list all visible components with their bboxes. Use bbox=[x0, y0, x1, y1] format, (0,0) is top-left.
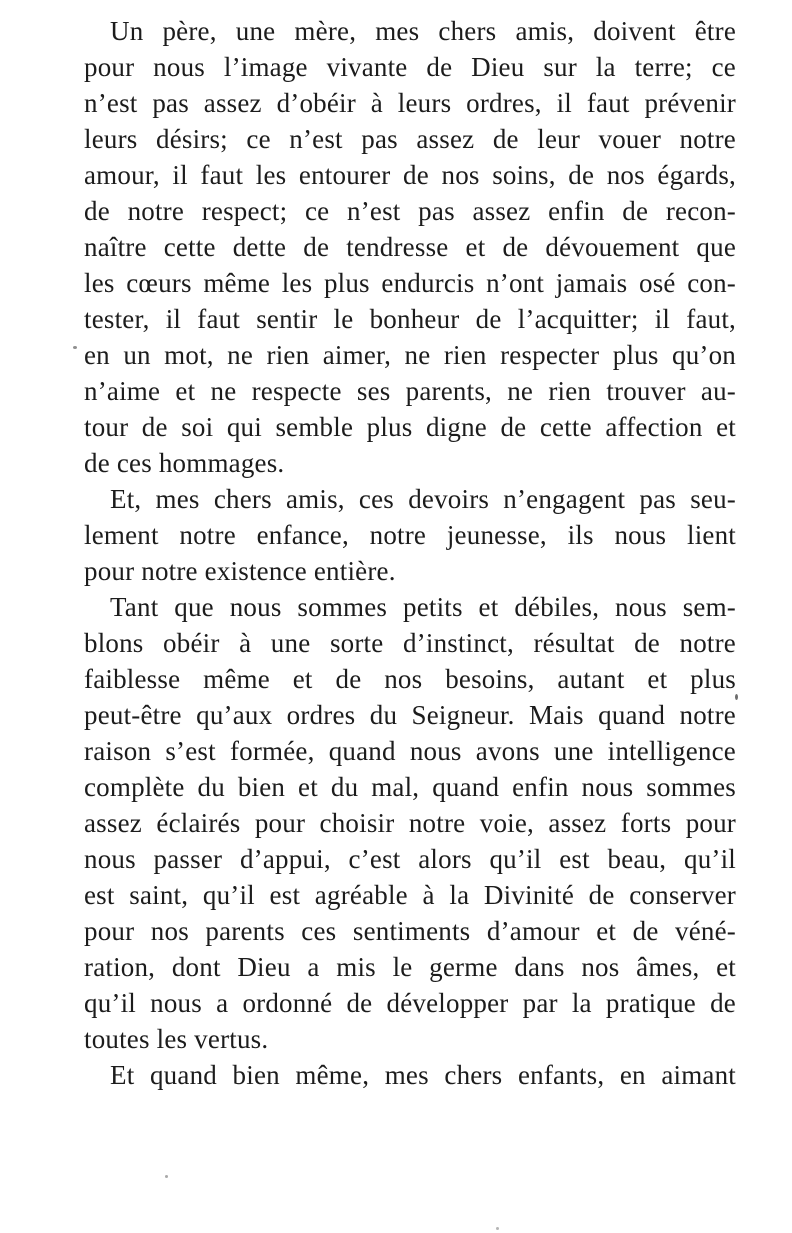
text-line: de ces hommages. bbox=[84, 448, 285, 478]
scan-speck bbox=[496, 1227, 499, 1230]
text-line: assez éclairés pour choisir notre voie, assez forts pour bbox=[84, 808, 736, 838]
text-line: Et quand bien même, mes chers enfants, en aimant bbox=[110, 1060, 736, 1090]
scan-speck bbox=[165, 1175, 168, 1178]
paragraph bbox=[84, 1057, 736, 1093]
text-line: toutes les vertus. bbox=[84, 1024, 269, 1054]
text-line: leurs désirs; ce n’est pas assez de leur vouer notre bbox=[84, 124, 736, 154]
text-line: ration, dont Dieu a mis le germe dans nos âmes, et bbox=[84, 952, 736, 982]
paragraph bbox=[84, 589, 736, 1057]
text-line: pour nos parents ces sentiments d’amour et de véné- bbox=[84, 916, 736, 946]
scan-speck bbox=[73, 346, 77, 349]
text-line: qu’il nous a ordonné de développer par la pratique de bbox=[84, 988, 736, 1018]
paragraph bbox=[84, 481, 736, 589]
text-line: nous passer d’appui, c’est alors qu’il est beau, qu’il bbox=[84, 844, 736, 874]
text-line: n’aime et ne respecte ses parents, ne rien trouver au- bbox=[84, 376, 736, 406]
text-line: n’est pas assez d’obéir à leurs ordres, il faut prévenir bbox=[84, 88, 736, 118]
text-line: Un père, une mère, mes chers amis, doivent être bbox=[110, 16, 736, 46]
scan-speck bbox=[735, 694, 738, 700]
text-line: pour nous l’image vivante de Dieu sur la terre; ce bbox=[84, 52, 736, 82]
text-line: Et, mes chers amis, ces devoirs n’engagent pas seu- bbox=[110, 484, 736, 514]
text-line: amour, il faut les entourer de nos soins, de nos égards, bbox=[84, 160, 736, 190]
text-line: en un mot, ne rien aimer, ne rien respecter plus qu’on bbox=[84, 340, 736, 370]
text-line: peut-être qu’aux ordres du Seigneur. Mais quand notre bbox=[84, 700, 736, 730]
text-line: raison s’est formée, quand nous avons une intelligence bbox=[84, 736, 736, 766]
text-line: tour de soi qui semble plus digne de cette affection et bbox=[84, 412, 736, 442]
text-line: pour notre existence entière. bbox=[84, 556, 396, 586]
text-line: naître cette dette de tendresse et de dévouement que bbox=[84, 232, 736, 262]
text-line: les cœurs même les plus endurcis n’ont jamais osé con- bbox=[84, 268, 736, 298]
text-line: lement notre enfance, notre jeunesse, ils nous lient bbox=[84, 520, 736, 550]
paragraph bbox=[84, 13, 736, 481]
text-line: complète du bien et du mal, quand enfin nous sommes bbox=[84, 772, 736, 802]
text-line: Tant que nous sommes petits et débiles, nous sem- bbox=[110, 592, 736, 622]
text-line: tester, il faut sentir le bonheur de l’acquitter; il faut, bbox=[84, 304, 736, 334]
text-line: de notre respect; ce n’est pas assez enfin de recon- bbox=[84, 196, 736, 226]
text-line: est saint, qu’il est agréable à la Divinité de conserver bbox=[84, 880, 736, 910]
text-line: faiblesse même et de nos besoins, autant et plus bbox=[84, 664, 736, 694]
page-text-block bbox=[84, 13, 736, 1093]
text-line: blons obéir à une sorte d’instinct, résultat de notre bbox=[84, 628, 736, 658]
